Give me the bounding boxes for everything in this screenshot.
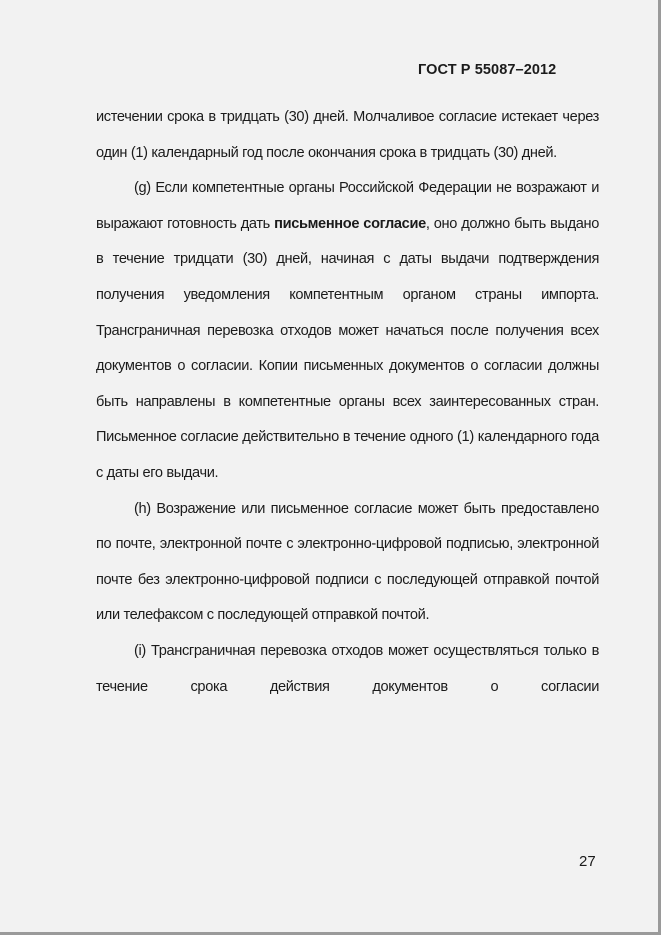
- paragraph-g: [96, 171, 599, 491]
- paragraph-g-bold-term: письменное согласие: [274, 215, 426, 232]
- paragraph-h: (h) Возражение или письменное согласие может быть предоставлено по почте, электронной почте с электронно-цифровой подписью, электронной почте без электронно-цифровой подписи с последующей отправкой почтой или телефаксом с последующей отправкой почтой.: [96, 500, 599, 624]
- document-body: [96, 100, 599, 705]
- document-header: ГОСТ Р 55087–2012: [418, 62, 557, 78]
- page-number: 27: [579, 853, 596, 870]
- paragraph-g-text-before: (g) Если компетентные органы Российской Федерации не возражают и выражают готовность дать: [96, 180, 599, 232]
- paragraph-g-text-after: , оно должно быть выдано в течение тридцати (30) дней, начиная с даты выдачи подтверждения получения уведомления компетентным органом страны импорта. Трансграничная перевозка отходов может начаться после получения всех документов о согласии. Копии письменных документов о согласии должны быть направлены в компетентные органы всех заинтересованных стран. Письменное согласие действительно в течение одного (1) календарного года с даты его выдачи.: [96, 215, 599, 481]
- paragraph-i: (i) Трансграничная перевозка отходов может осуществляться только в течение срока действия документов о согласии: [96, 642, 599, 695]
- paragraph-continuation: истечении срока в тридцать (30) дней. Молчаливое согласие истекает через один (1) календарный год после окончания срока в тридцать (30) дней.: [96, 109, 599, 161]
